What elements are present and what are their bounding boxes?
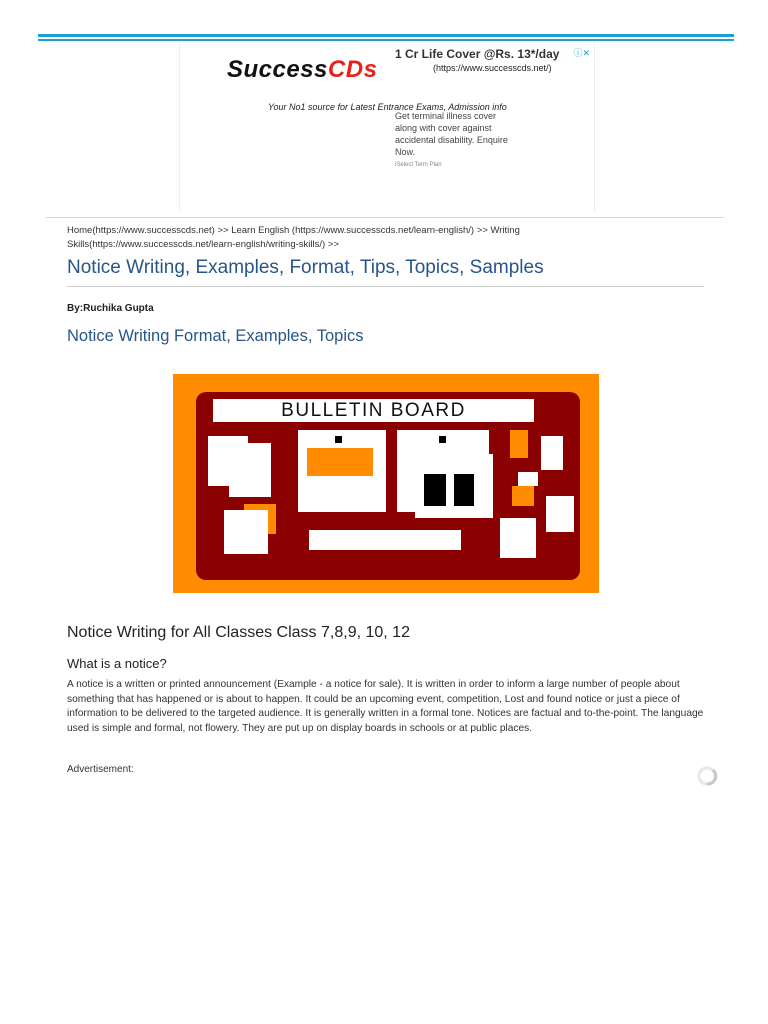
site-header xyxy=(179,42,595,212)
logo-url[interactable]: (https://www.successcds.net/) xyxy=(433,63,552,73)
logo-text-part1: Success xyxy=(227,56,328,83)
paragraph: A notice is a written or printed announcement (Example - a notice for sale). It is written in order to inform a large number of people about something that has happened or is about to happen. It could be an upcoming event, competition, Lost and found notice or just a piece of information to be delivered to the targeted audience. It is generally written in a formal tone. Notices are factual and to-the-point. The language used is simple and formal, not flowery. They are put up on display boards in schools or at public places. xyxy=(67,679,704,734)
bulletin-board-image xyxy=(173,374,599,593)
ad-banner[interactable] xyxy=(394,46,590,176)
notice-paper xyxy=(518,472,538,486)
loading-spinner-icon xyxy=(694,765,720,787)
bulletin-board-panel xyxy=(196,392,580,580)
adchoices-icon[interactable]: ⓘ✕ xyxy=(573,48,590,58)
site-logo[interactable] xyxy=(227,56,377,84)
site-tagline: Your No1 source for Latest Entrance Exams, Admission info xyxy=(268,102,507,112)
notice-paper xyxy=(546,496,574,532)
article-subtitle: Notice Writing Format, Examples, Topics xyxy=(67,327,364,345)
header-divider xyxy=(46,217,724,218)
top-border-bar xyxy=(38,34,734,41)
ad-footer[interactable]: iSelect Term Plan xyxy=(395,162,442,168)
section-heading: Notice Writing for All Classes Class 7,8,9, 10, 12 xyxy=(67,624,410,641)
pin xyxy=(335,436,342,443)
section-subheading: What is a notice? xyxy=(67,656,167,671)
bulletin-board-label: BULLETIN BOARD xyxy=(213,399,534,422)
notice-paper xyxy=(541,436,563,470)
author-byline: By:Ruchika Gupta xyxy=(67,303,154,314)
advertisement-label: Advertisement: xyxy=(67,764,134,775)
notice-paper xyxy=(229,443,271,497)
notice-paper-orange xyxy=(512,486,534,506)
pin xyxy=(439,436,446,443)
page-title: Notice Writing, Examples, Format, Tips, Topics, Samples xyxy=(67,257,544,278)
ad-title[interactable]: 1 Cr Life Cover @Rs. 13*/day xyxy=(395,47,560,61)
logo-text-part2: CDs xyxy=(327,56,378,83)
notice-paper xyxy=(309,530,461,550)
notice-paper-orange xyxy=(510,430,528,458)
ad-body[interactable]: Get terminal illness cover along with cover against accidental disability. Enquire Now. xyxy=(395,111,508,157)
breadcrumb[interactable]: Home(https://www.successcds.net) >> Learn English (https://www.successcds.net/learn-english/) >> Writing Skills(https://www.successcds.net/learn-english/writing-skills/) >> xyxy=(67,225,520,250)
notice-paper-orange xyxy=(307,448,373,476)
title-divider xyxy=(67,286,704,287)
notice-mark xyxy=(424,474,446,506)
notice-paper xyxy=(500,518,536,558)
notice-paper xyxy=(224,510,268,554)
notice-mark xyxy=(454,474,474,506)
